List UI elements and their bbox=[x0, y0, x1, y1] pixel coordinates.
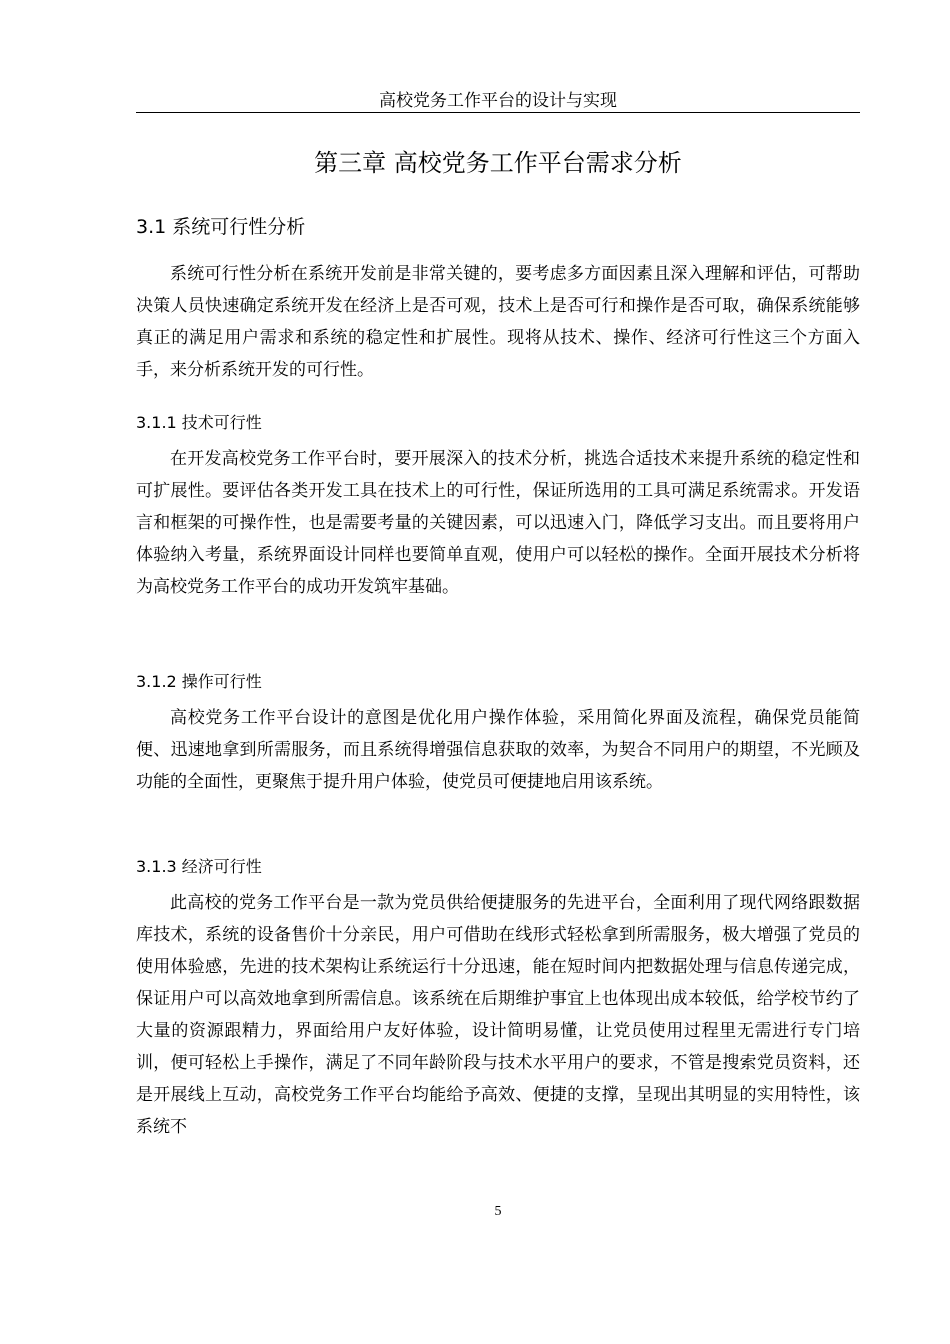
subsection-title-technical: 3.1.1 技术可行性 bbox=[136, 413, 262, 432]
subsection-body-technical: 在开发高校党务工作平台时，要开展深入的技术分析，挑选合适技术来提升系统的稳定性和可扩展性。要评估各类开发工具在技术上的可行性，保证所选用的工具可满足系统需求。开发语言和框架的可操作性，也是需要考量的关键因素，可以迅速入门，降低学习支出。而且要将用户体验纳入考量，系统界面设计同样也要简单直观，使用户可以轻松的操作。全面开展技术分析将为高校党务工作平台的成功开发筑牢基础。 bbox=[136, 449, 860, 597]
section-title: 3.1 系统可行性分析 bbox=[136, 216, 306, 238]
page-number: 5 bbox=[494, 1204, 502, 1219]
section-intro-paragraph: 系统可行性分析在系统开发前是非常关键的，要考虑多方面因素且深入理解和评估，可帮助决策人员快速确定系统开发在经济上是否可观，技术上是否可行和操作是否可取，确保系统能够真正的满足用户需求和系统的稳定性和扩展性。现将从技术、操作、经济可行性这三个方面入手，来分析系统开发的可行性。 bbox=[136, 264, 860, 380]
chapter-title: 第三章 高校党务工作平台需求分析 bbox=[314, 149, 682, 177]
subsection-title-economic: 3.1.3 经济可行性 bbox=[136, 857, 262, 876]
subsection-body-operational: 高校党务工作平台设计的意图是优化用户操作体验，采用简化界面及流程，确保党员能简便、迅速地拿到所需服务，而且系统得增强信息获取的效率，为契合不同用户的期望，不光顾及功能的全面性，更聚焦于提升用户体验，使党员可便捷地启用该系统。 bbox=[136, 708, 860, 792]
subsection-body-economic: 此高校的党务工作平台是一款为党员供给便捷服务的先进平台，全面利用了现代网络跟数据库技术，系统的设备售价十分亲民，用户可借助在线形式轻松拿到所需服务，极大增强了党员的使用体验感，先进的技术架构让系统运行十分迅速，能在短时间内把数据处理与信息传递完成，保证用户可以高效地拿到所需信息。该系统在后期维护事宜上也体现出成本较低，给学校节约了大量的资源跟精力，界面给用户友好体验，设计简明易懂，让党员使用过程里无需进行专门培训，便可轻松上手操作，满足了不同年龄阶段与技术水平用户的要求，不管是搜索党员资料，还是开展线上互动，高校党务工作平台均能给予高效、便捷的支撑，呈现出其明显的实用特性，该系统不 bbox=[136, 893, 860, 1137]
subsection-title-operational: 3.1.2 操作可行性 bbox=[136, 672, 262, 691]
running-header: 高校党务工作平台的设计与实现 bbox=[136, 90, 860, 113]
